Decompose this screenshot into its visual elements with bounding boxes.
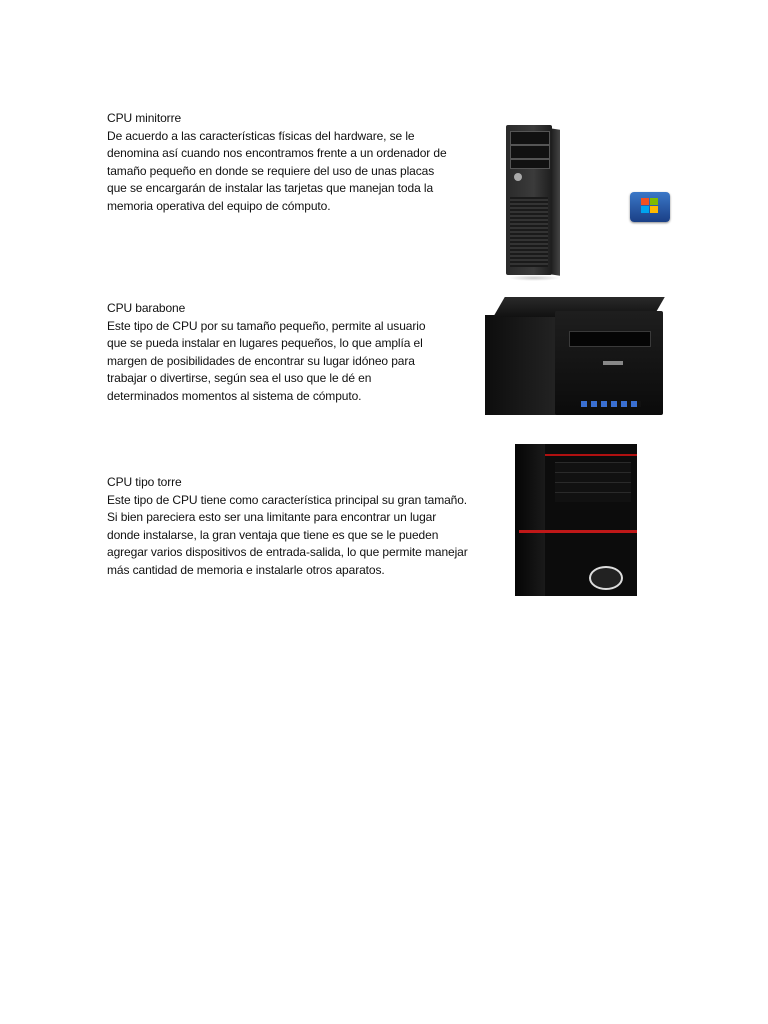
tower-pc-image	[515, 444, 655, 604]
section-title: CPU tipo torre	[107, 475, 182, 489]
barebone-pc-image	[485, 297, 665, 417]
section-body: Este tipo de CPU por su tamaño pequeño, permite al usuario que se pueda instalar en lugares pequeños, lo que amplía el margen de posibilidades de encontrar su lugar idóneo para trabajar o divertirse, según sea el uso que le dé en determinados momentos al sistema de cómputo.	[107, 318, 426, 403]
section-title: CPU minitorre	[107, 111, 182, 125]
section-cpu-barabone	[107, 300, 467, 406]
section-body: De acuerdo a las características físicas del hardware, se le denomina así cuando nos encontramos frente a un ordenador de tamaño pequeño en donde se requiere del uso de unas placas que se encargarán de instalar las tarjetas que manejan toda la memoria operativa del equipo de cómputo.	[107, 128, 447, 213]
minitower-pc-image	[506, 125, 558, 283]
section-title: CPU barabone	[107, 301, 186, 315]
section-body: Este tipo de CPU tiene como característica principal su gran tamaño. Si bien pareciera esto ser una limitante para encontrar un lugar donde instalarse, la gran ventaja que tiene es que se le pueden agregar varios dispositivos de entrada-salida, lo que permite manejar más cantidad de memoria e instalarle otros aparatos.	[107, 492, 468, 577]
section-cpu-tipo-torre	[107, 474, 507, 580]
windows-logo-icon	[630, 192, 670, 222]
section-cpu-minitorre	[107, 110, 487, 216]
